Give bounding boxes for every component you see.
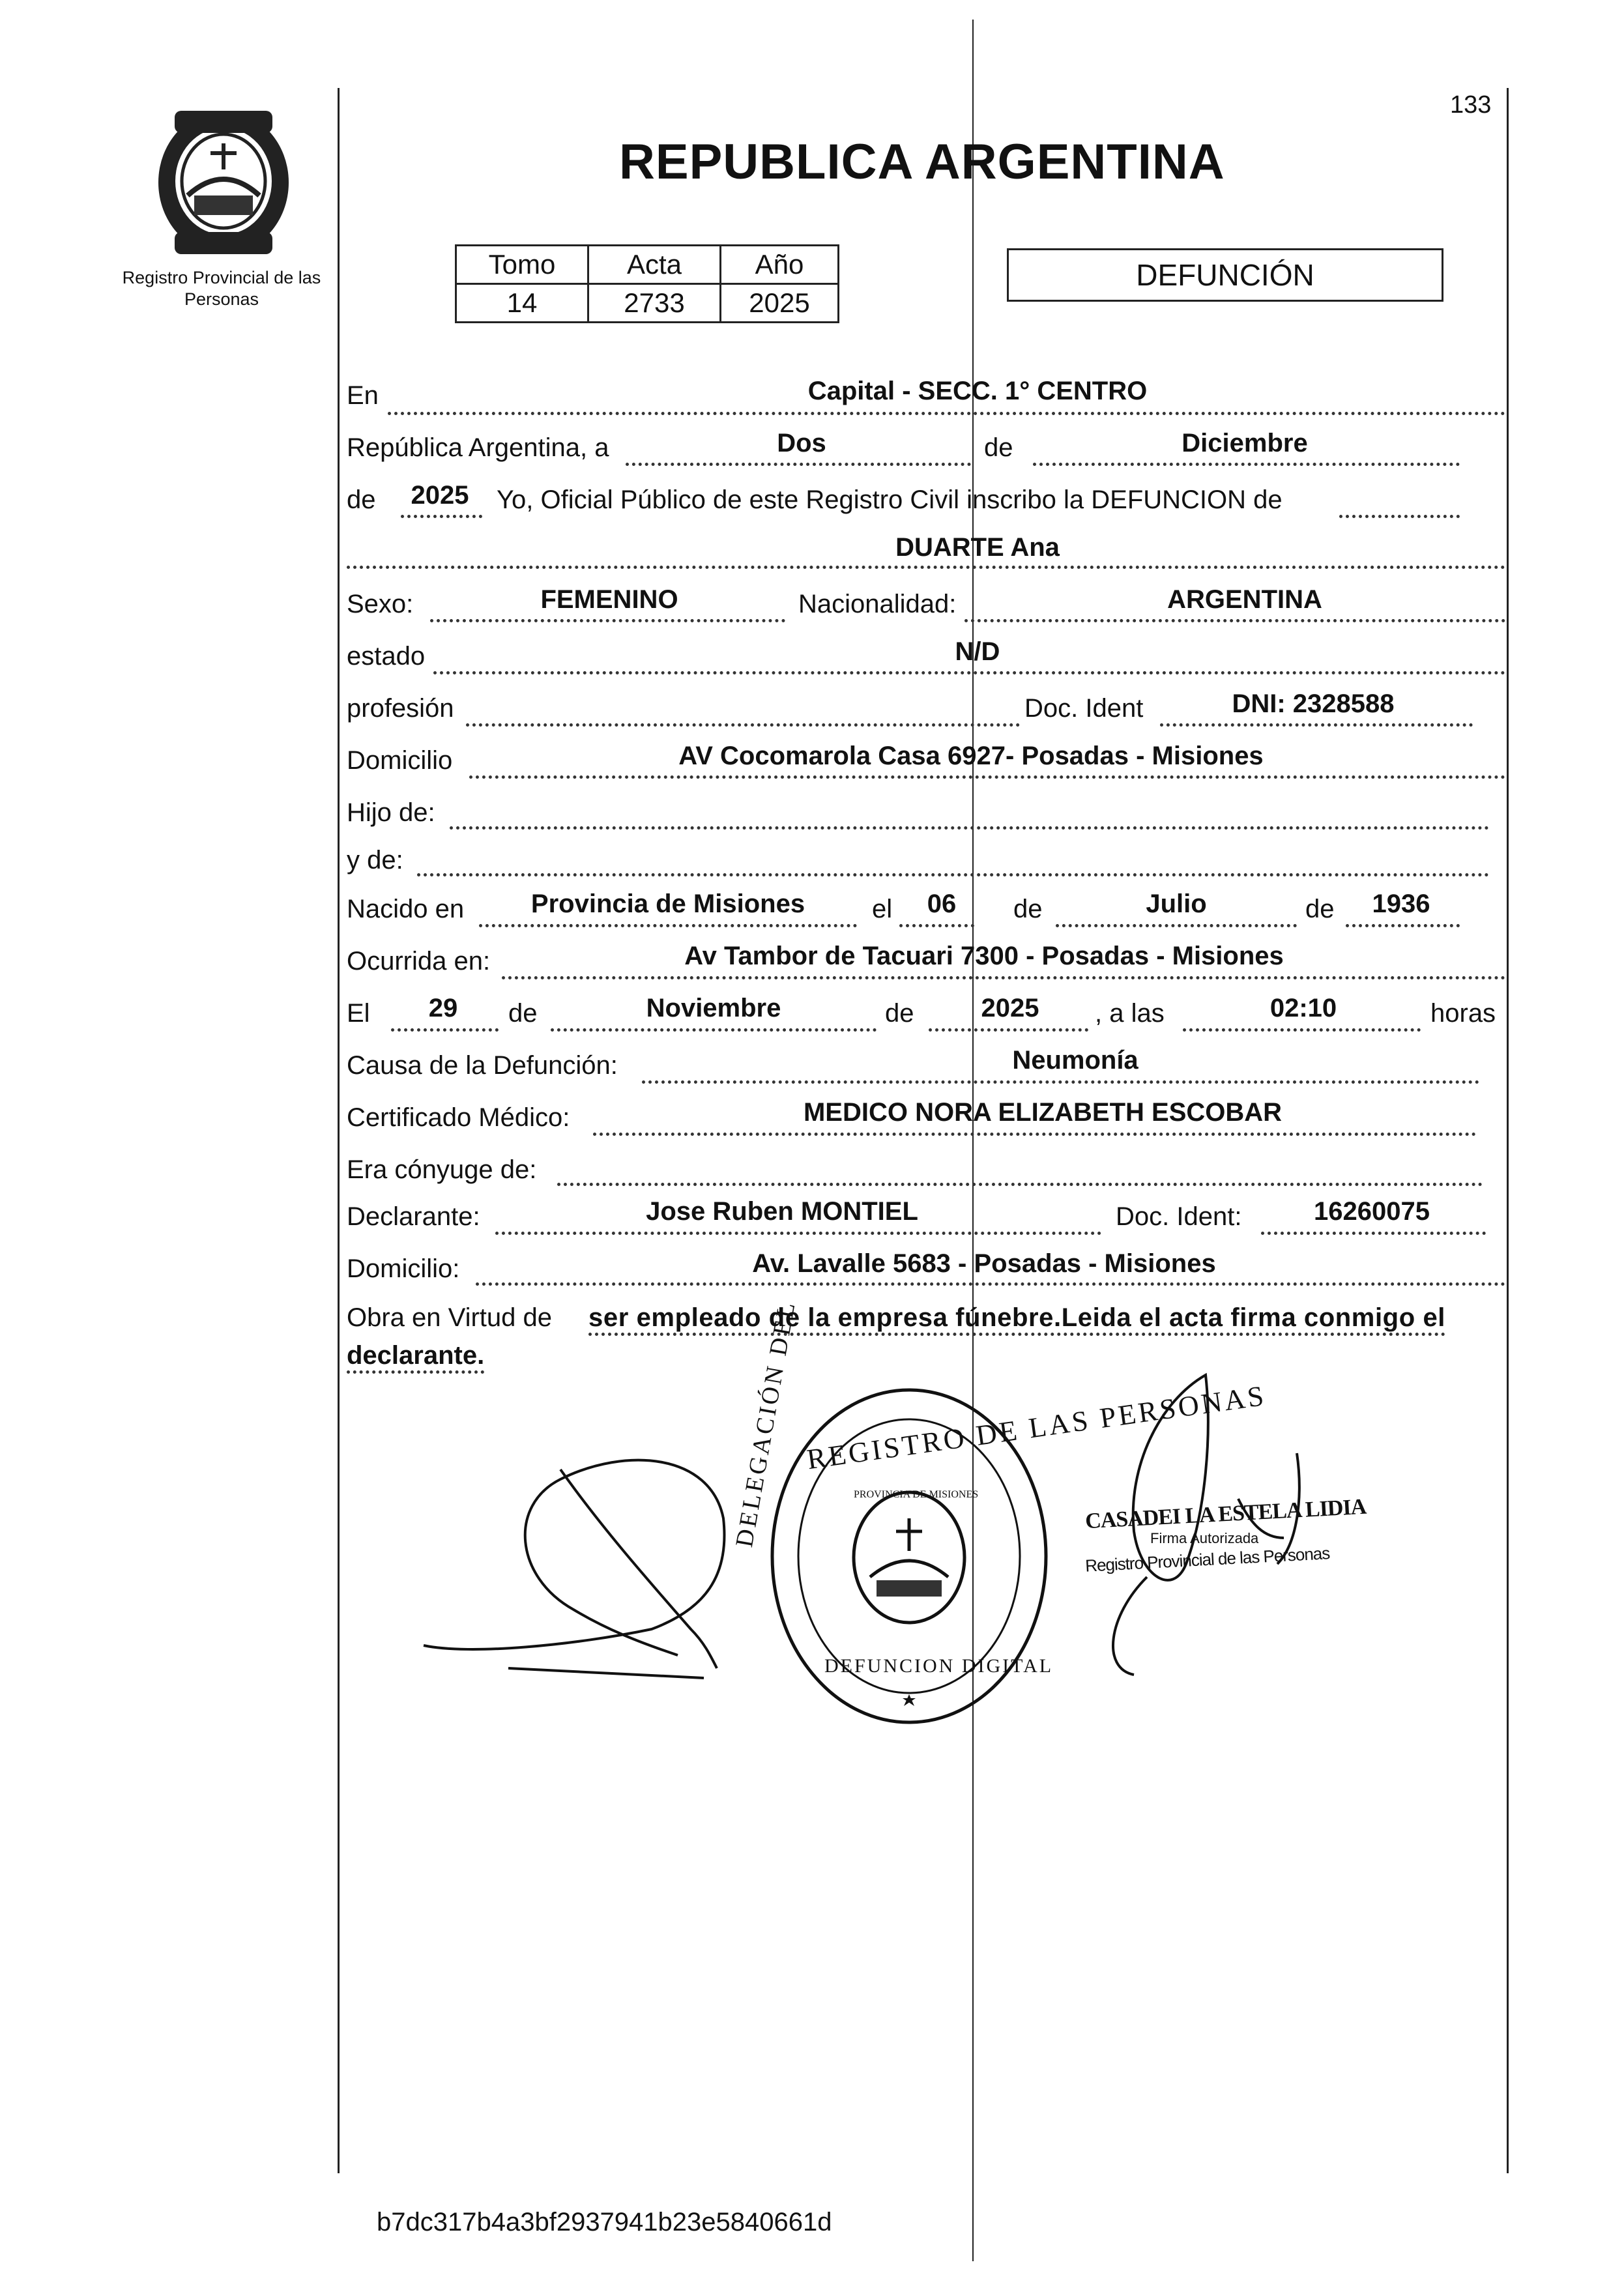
decl-doc-label: Doc. Ident: [1116,1202,1242,1231]
nombre: DUARTE Ana [895,533,1060,562]
table-value-acta: 2733 [588,284,721,323]
record-type-box: DEFUNCIÓN [1007,248,1443,302]
official-stamp-role: Firma Autorizada [1150,1530,1259,1546]
obra-text-line1: ser empleado de la empresa fúnebre.Leida el acta firma conmigo el [588,1303,1445,1336]
fecha-label: República Argentina, a [347,433,609,462]
anio-de-label: de [347,485,376,514]
page-title: REPUBLICA ARGENTINA [619,134,1225,190]
declarant-signature [424,1460,725,1678]
fecha-dia: Dos [777,429,826,457]
estado-label: estado [347,642,426,671]
official-stamp-name: CASADEI LA ESTELA LIDIA [1084,1494,1367,1534]
decl-domicilio: Av. Lavalle 5683 - Posadas - Misiones [752,1249,1216,1278]
decl-domicilio-label: Domicilio: [347,1254,460,1283]
muerte-de1-label: de [508,999,538,1028]
doc-label: Doc. Ident [1024,694,1144,723]
nacido-anio: 1936 [1372,890,1430,918]
decl-doc: 16260075 [1314,1197,1430,1226]
domicilio: AV Cocomarola Casa 6927- Posadas - Misiones [678,742,1264,770]
profesion-label: profesión [347,694,454,723]
domicilio-label: Domicilio [347,746,453,775]
organization-name: Registro Provincial de las Personas [122,268,321,309]
declarante: Jose Ruben MONTIEL [646,1197,918,1226]
nacido-dia: 06 [927,890,957,918]
fecha-de-label: de [984,433,1013,462]
causa: Neumonía [1012,1046,1138,1075]
horas-label: horas [1430,999,1496,1028]
stamp-inner-text: PROVINCIA DE MISIONES [854,1489,979,1500]
yde-label: y de: [347,846,403,875]
nacido-el-label: el [872,895,893,923]
official-stamp-org: Registro Provincial de las Personas [1084,1543,1330,1576]
muerte-mes: Noviembre [646,994,781,1022]
stamp-outer-text: REGISTRO DE LAS PERSONAS [805,1379,1268,1476]
doc-value: DNI: 2328588 [1232,689,1395,718]
muerte-de2-label: de [885,999,914,1028]
stamp-left-text: DELEGACIÓN DEL [730,1297,802,1550]
en-label: En [347,381,379,410]
table-header-anio: Año [721,246,839,284]
muerte-anio: 2025 [981,994,1039,1022]
alas-label: , a las [1095,999,1165,1028]
document-hash: b7dc317b4a3bf2937941b23e5840661d [377,2208,832,2236]
sexo: FEMENINO [540,585,678,614]
en-value: Capital - SECC. 1° CENTRO [807,377,1148,405]
ocurrida-label: Ocurrida en: [347,947,491,976]
nacido-de2-label: de [1305,895,1335,923]
muerte-dia: 29 [428,994,458,1022]
page-number: 133 [1450,91,1492,119]
sexo-label: Sexo: [347,590,414,618]
table-value-anio: 2025 [721,284,839,323]
fecha-anio: 2025 [411,481,469,510]
nacionalidad-label: Nacionalidad: [798,590,957,618]
el-label: El [347,999,370,1028]
obra-text-line2: declarante. [347,1341,484,1374]
stamp-bottom-text: DEFUNCION DIGITAL [824,1655,1054,1677]
nacido-mes: Julio [1146,890,1207,918]
fecha-mes: Diciembre [1182,429,1308,457]
certificado: MEDICO NORA ELIZABETH ESCOBAR [803,1098,1283,1127]
oficial-text: Yo, Oficial Público de este Registro Civil inscribo la DEFUNCION de [497,485,1283,514]
estado: N/D [955,637,1000,666]
table-header-tomo: Tomo [456,246,588,284]
nacido-de1-label: de [1013,895,1043,923]
declarante-label: Declarante: [347,1202,480,1231]
muerte-hora: 02:10 [1269,994,1337,1022]
certificado-label: Certificado Médico: [347,1103,570,1132]
nacido-label: Nacido en [347,895,465,923]
table-header-acta: Acta [588,246,721,284]
obra-label: Obra en Virtud de [347,1303,553,1332]
hijo-label: Hijo de: [347,798,435,827]
causa-label: Causa de la Defunción: [347,1051,618,1080]
ocurrida: Av Tambor de Tacuari 7300 - Posadas - Misiones [684,942,1284,970]
nacido-lugar: Provincia de Misiones [530,890,805,918]
table-value-tomo: 14 [456,284,588,323]
nacionalidad: ARGENTINA [1167,585,1322,614]
conyuge-label: Era cónyuge de: [347,1155,537,1184]
